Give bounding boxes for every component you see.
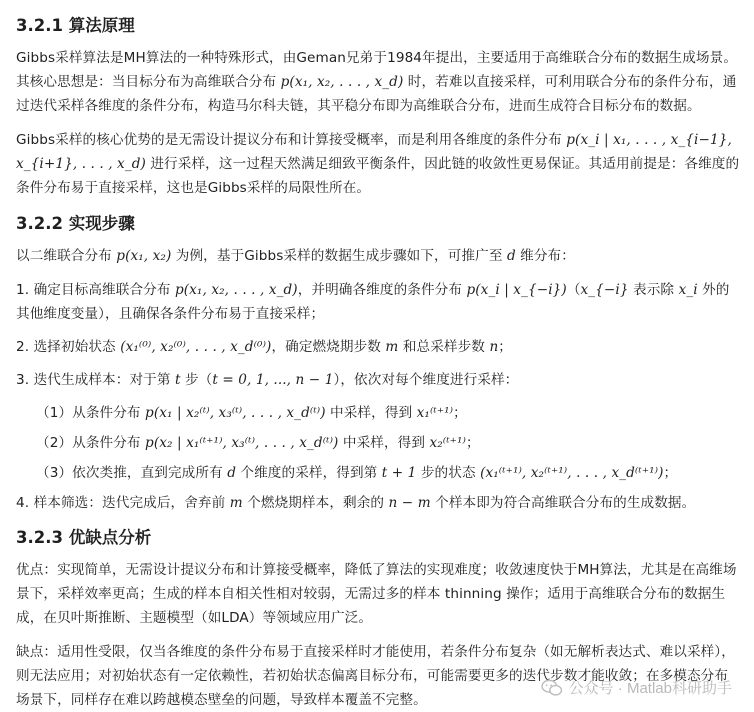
text: ，并明确各维度的条件分布 [297, 282, 467, 298]
text: 4. 样本筛选：迭代完成后，舍弃前 [16, 495, 230, 511]
math: p(x₁, x₂) [116, 248, 172, 264]
watermark [541, 677, 732, 698]
section-heading-3-2-3: 3.2.3 优缺点分析 [16, 528, 152, 547]
paragraph-principle-2 [16, 128, 740, 200]
text: 个样本即为符合高维联合分布的生成数据。 [430, 495, 696, 511]
text: ； [453, 405, 467, 421]
math: x₂⁽ᵗ⁺¹⁾ [429, 435, 466, 451]
step-4 [16, 491, 740, 515]
text: ； [498, 339, 512, 355]
text: Gibbs采样的核心优势的是无需设计提议分布和计算接受概率，而是利用各维度的条件分布 [16, 132, 567, 148]
math: p(x₁ | x₂⁽ᵗ⁾, x₃⁽ᵗ⁾, . . . , x_d⁽ᵗ⁾) [145, 405, 326, 421]
text: 2. 选择初始状态 [16, 339, 121, 355]
text: 维分布： [515, 248, 575, 264]
math: m [385, 339, 399, 355]
math: d [506, 248, 516, 264]
step-3-sub-3 [16, 461, 740, 485]
step-3-sub-1 [16, 401, 740, 425]
text: 步（ [180, 372, 213, 388]
math: n − m [388, 495, 431, 511]
paragraph-cons: 缺点：适用性受限，仅当各维度的条件分布易于直接采样时才能使用，若条件分布复杂（如无解析表达式、难以采样），则无法应用；对初始状态有一定依赖性，若初始状态偏离目标分布，可能需要更多的迭代步数才能收敛；在多模态分布场景下，同样存在难以跨越模态壁垒的问题，导致样本覆盖不完整。 [16, 644, 735, 708]
steps-intro [16, 244, 740, 268]
text: 和总采样步数 [398, 339, 490, 355]
text: ，确定燃烧期步数 [271, 339, 386, 355]
text: （1）从条件分布 [36, 405, 146, 421]
text: Gibbs采样算法是MH算法的一种特殊形式，由Geman兄弟于1984年提出，主要适用于高维联合分布的数据生成场景。其核心思想是：当目标分布为高维联合分布 [16, 50, 738, 90]
step-1 [16, 278, 740, 326]
math: t + 1 [381, 465, 417, 481]
step-2 [16, 335, 740, 359]
step-3 [16, 368, 740, 392]
text: （ [566, 282, 581, 298]
math: p(x₁, x₂, . . . , x_d) [174, 282, 298, 298]
paragraph-principle-1 [16, 46, 740, 118]
math: (x₁⁽ᵗ⁺¹⁾, x₂⁽ᵗ⁺¹⁾, . . . , x_d⁽ᵗ⁺¹⁾) [480, 465, 664, 481]
text: 中采样，得到 [338, 435, 430, 451]
math: p(x₂ | x₁⁽ᵗ⁺¹⁾, x₃⁽ᵗ⁾, . . . , x_d⁽ᵗ⁾) [145, 435, 339, 451]
math: p(x_i | x_{−i}) [466, 282, 567, 298]
step-3-sub-2 [16, 431, 740, 455]
math: x_{−i} [580, 282, 629, 298]
math: x₁⁽ᵗ⁺¹⁾ [416, 405, 454, 421]
math-joint-distribution: p(x₁, x₂, . . . , x_d) [280, 74, 404, 90]
section-heading-3-2-1: 3.2.1 算法原理 [16, 16, 135, 35]
text: 表示除 [628, 282, 679, 298]
math: t = 0, 1, ..., n − 1 [212, 372, 334, 388]
paragraph-pros: 优点：实现简单，无需设计提议分布和计算接受概率，降低了算法的实现难度；收敛速度快于MH算法，尤其是在高维场景下，采样效率更高；生成的样本自相关性相对较弱，无需过多的样本 thinning 操作；适用于高维联合分布的数据生成，在贝叶斯推断、主题模型（如LDA）等领域应用广泛。 [16, 562, 737, 626]
wechat-icon [541, 679, 563, 697]
watermark-text: 公众号 · Matlab科研助手 [568, 680, 732, 697]
math: x_i [678, 282, 698, 298]
section-heading-3-2-2: 3.2.2 实现步骤 [16, 214, 135, 233]
text: ），依次对每个维度进行采样： [333, 372, 519, 388]
math-conditional-distribution: p(x_i | x₁, . . . , x_{i−1}, x_{i+1}, . . . , x_d) [16, 132, 732, 172]
text: 个维度的采样，得到第 [236, 465, 382, 481]
text: 以二维联合分布 [16, 248, 117, 264]
text: （3）依次类推，直到完成所有 [36, 465, 228, 481]
math: d [227, 465, 236, 481]
math: m [229, 495, 243, 511]
text: 个燃烧期样本，剩余的 [242, 495, 389, 511]
text: 中采样，得到 [325, 405, 417, 421]
text: 外的其他维度变量），且确保各条件分布易于直接采样； [16, 282, 730, 322]
text: 为例，基于Gibbs采样的数据生成步骤如下，可推广至 [171, 248, 507, 264]
math: n [489, 339, 499, 355]
text: 3. 迭代生成样本：对于第 [16, 372, 175, 388]
text: （2）从条件分布 [36, 435, 146, 451]
math: t [174, 372, 181, 388]
math: (x₁⁽⁰⁾, x₂⁽⁰⁾, . . . , x_d⁽⁰⁾) [120, 339, 272, 355]
text: 步的状态 [416, 465, 481, 481]
text: ； [663, 465, 678, 481]
text: 1. 确定目标高维联合分布 [16, 282, 175, 298]
text: 进行采样，这一过程天然满足细致平衡条件，因此链的收敛性更易保证。其适用前提是：各维度的条件分布易于直接采样，这也是Gibbs采样的局限性所在。 [16, 156, 740, 196]
text: 时，若难以直接采样，可利用联合分布的条件分布，通过迭代采样各维度的条件分布，构造马尔科夫链，其平稳分布即为高维联合分布，进而生成符合目标分布的数据。 [16, 74, 737, 114]
text: ； [465, 435, 480, 451]
